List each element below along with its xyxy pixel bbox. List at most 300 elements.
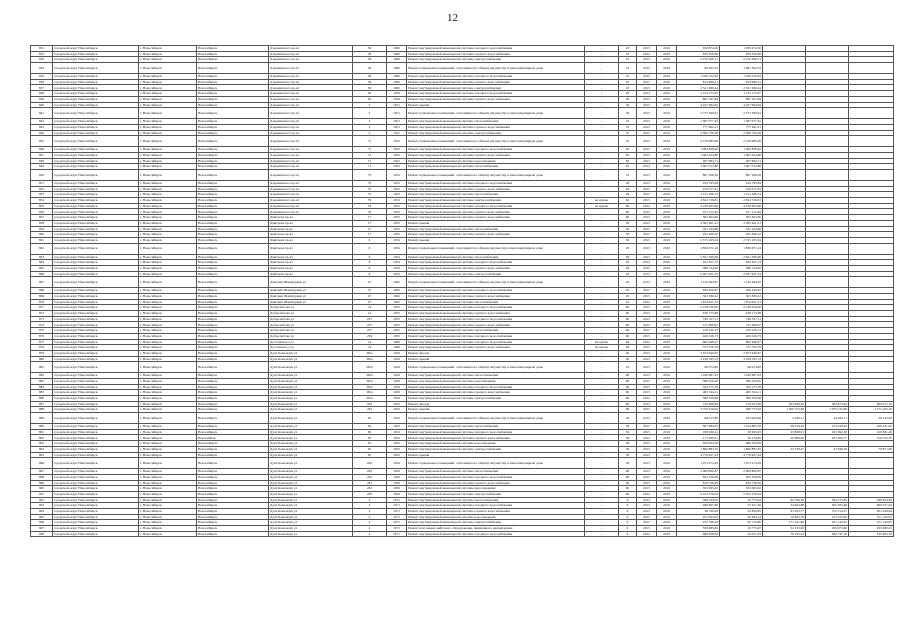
settlement-cell: Новосибирск	[197, 526, 269, 532]
district-cell: городской округ Новосибирск	[53, 51, 139, 57]
cost-owners-cell: 609 527,04	[849, 503, 894, 509]
row-number: 908	[31, 531, 53, 537]
table-body	[31, 46, 894, 537]
work-type-cell: Ремонт внутридомовой инженерной системы горячего водоснабжения	[407, 209, 585, 215]
year-start-cell: 2015	[637, 220, 657, 226]
cost-owners-cell	[849, 170, 894, 181]
cost-total-cell: 589 359,68	[677, 396, 720, 402]
house-cell: 263	[353, 486, 387, 492]
cost-total-cell: 1 814 921,31	[677, 299, 720, 305]
table-row	[31, 413, 894, 424]
street-cell: Дзержинского пр-кт	[269, 158, 353, 164]
district-cell: городской округ Новосибирск	[53, 232, 139, 238]
year-start-cell: 2015	[637, 452, 657, 458]
quantity-cell: 16	[619, 63, 637, 74]
works-table	[30, 45, 894, 537]
locality-cell: г. Новосибирск	[139, 356, 197, 362]
cost-fund-cell: 1 800 883,35	[720, 446, 763, 452]
work-type-cell: Ремонт внутридомовой инженерной системы водоотведения	[407, 158, 585, 164]
year-cell: 1952	[387, 158, 407, 164]
year-cell: 1954	[387, 271, 407, 277]
cost-total-cell: 732 698,83	[677, 401, 720, 407]
settlement-cell: Новосибирск	[197, 531, 269, 537]
quantity-cell: 30	[619, 96, 637, 102]
locality-cell: г. Новосибирск	[139, 491, 197, 497]
locality-cell: г. Новосибирск	[139, 265, 197, 271]
year-start-cell: 2015	[637, 509, 657, 515]
year-end-cell: 2016	[657, 254, 677, 260]
cost-owners-cell: 79 871,06	[849, 446, 894, 452]
year-cell: 1952	[387, 203, 407, 209]
street-cell: Дмитрова пр-кт	[269, 220, 353, 226]
year-end-cell: 2016	[657, 136, 677, 147]
year-cell: 1929	[387, 390, 407, 396]
cost-total-cell: 2 824 726,81	[677, 198, 720, 204]
year-cell: 1955	[387, 305, 407, 311]
cost-fund-cell: 505 604,60	[720, 215, 763, 221]
street-cell: Дуси Ковальчук ул	[269, 446, 353, 452]
year-start-cell: 2015	[637, 181, 657, 187]
year-start-cell: 2015	[637, 192, 657, 198]
year-cell: 1956	[387, 469, 407, 475]
quantity-cell: 9	[619, 526, 637, 532]
work-type-cell: Ремонт внутридомовой инженерной системы холодного водоснабжения	[407, 384, 585, 390]
year-end-cell: 2016	[657, 491, 677, 497]
district-cell: городской округ Новосибирск	[53, 203, 139, 209]
work-type-cell: Ремонт внутридомовой инженерной системы водоотведения	[407, 441, 585, 447]
year-end-cell: 2016	[657, 170, 677, 181]
work-type-cell: Ремонт внутридомовой инженерной системы горячего водоснабжения	[407, 294, 585, 300]
locality-cell: г. Новосибирск	[139, 452, 197, 458]
cost-fund-cell: 2 521 690,44	[720, 85, 763, 91]
quantity-cell: 60	[619, 322, 637, 328]
quantity-cell: 45	[619, 79, 637, 85]
unit-cell: -	[585, 271, 619, 277]
row-number: 840	[31, 102, 53, 108]
unit-cell: -	[585, 316, 619, 322]
cost-fund-cell: 1 607 012,86	[720, 164, 763, 170]
cost-total-cell: 321 324,86	[677, 226, 720, 232]
cost-owners-cell	[849, 108, 894, 119]
row-number: 887	[31, 401, 53, 407]
cost-municipal-cell: 1 970 125,69	[806, 407, 849, 413]
work-type-cell: Ремонт внутридомовой инженерной системы холодного водоснабжения	[407, 429, 585, 435]
year-end-cell: 2016	[657, 333, 677, 339]
house-cell: 17	[353, 232, 387, 238]
unit-cell: -	[585, 333, 619, 339]
year-cell: 1956	[387, 491, 407, 497]
year-start-cell: 2015	[637, 124, 657, 130]
locality-cell: г. Новосибирск	[139, 429, 197, 435]
year-end-cell: 2016	[657, 96, 677, 102]
cost-total-cell: 468 667,60	[677, 503, 720, 509]
year-start-cell: 2015	[637, 136, 657, 147]
cost-total-cell: 476 577,61	[677, 186, 720, 192]
unit-cell: -	[585, 520, 619, 526]
year-end-cell: 2016	[657, 362, 677, 373]
cost-total-cell: 2 715 165,04	[677, 237, 720, 243]
district-cell: городской округ Новосибирск	[53, 108, 139, 119]
year-start-cell: 2015	[637, 333, 657, 339]
house-cell: 65	[353, 441, 387, 447]
house-cell: 36	[353, 46, 387, 52]
locality-cell: г. Новосибирск	[139, 237, 197, 243]
settlement-cell: Новосибирск	[197, 441, 269, 447]
work-type-cell: Ремонт крыши	[407, 237, 585, 243]
year-cell: 1956	[387, 458, 407, 469]
quantity-cell: 60	[619, 384, 637, 390]
house-cell: 6	[353, 254, 387, 260]
cost-fund-cell: 589 359,68	[720, 396, 763, 402]
year-end-cell: 2016	[657, 322, 677, 328]
street-cell: Дуси Ковальчук ул	[269, 526, 353, 532]
unit-cell: -	[585, 435, 619, 441]
cost-municipal-cell: 394 775,85	[806, 497, 849, 503]
unit-cell: -	[585, 429, 619, 435]
locality-cell: г. Новосибирск	[139, 226, 197, 232]
year-end-cell: 2016	[657, 215, 677, 221]
row-number: 858	[31, 220, 53, 226]
year-end-cell: 2016	[657, 311, 677, 317]
street-cell: Дзержинского пр-кт	[269, 79, 353, 85]
table-row	[31, 63, 894, 74]
locality-cell: г. Новосибирск	[139, 474, 197, 480]
cost-total-cell: 1 036 532,93	[677, 74, 720, 80]
year-end-cell: 2016	[657, 147, 677, 153]
work-type-cell: Ремонт внутридомовой инженерной системы теплоснабжения	[407, 469, 585, 475]
settlement-cell: Новосибирск	[197, 316, 269, 322]
year-end-cell: 2016	[657, 232, 677, 238]
district-cell: городской округ Новосибирск	[53, 57, 139, 63]
year-cell: 1955	[387, 226, 407, 232]
unit-cell: не нужно	[585, 339, 619, 345]
locality-cell: г. Новосибирск	[139, 130, 197, 136]
work-type-cell: Ремонт внутридомовой инженерной системы горячего водоснабжения	[407, 311, 585, 317]
year-cell: 1951	[387, 130, 407, 136]
quantity-cell: 60	[619, 378, 637, 384]
table-row	[31, 277, 894, 288]
row-number: 870	[31, 299, 53, 305]
street-cell: Дуси Ковальчук ул	[269, 469, 353, 475]
settlement-cell: Новосибирск	[197, 401, 269, 407]
unit-cell: -	[585, 46, 619, 52]
house-cell: 381a	[353, 378, 387, 384]
quantity-cell: 9	[619, 531, 637, 537]
year-start-cell: 2015	[637, 170, 657, 181]
row-number: 855	[31, 203, 53, 209]
house-cell: 71	[353, 136, 387, 147]
district-cell: городской округ Новосибирск	[53, 243, 139, 254]
district-cell: городской округ Новосибирск	[53, 288, 139, 294]
work-type-cell: Ремонт подвальных помещений, относящихся к общему имуществу в многоквартирном доме	[407, 277, 585, 288]
street-cell: Дмитрия Шамшурина ул	[269, 277, 353, 288]
cost-owners-cell: 255 980,23	[849, 526, 894, 532]
row-number: 832	[31, 51, 53, 57]
row-number: 845	[31, 136, 53, 147]
street-cell: Дзержинского пр-кт	[269, 147, 353, 153]
district-cell: городской округ Новосибирск	[53, 158, 139, 164]
district-cell: городской округ Новосибирск	[53, 350, 139, 356]
unit-cell: -	[585, 458, 619, 469]
quantity-cell: 30	[619, 226, 637, 232]
work-type-cell: Ремонт подвальных помещений, относящихся к общему имуществу в многоквартирном доме	[407, 362, 585, 373]
unit-cell: -	[585, 469, 619, 475]
row-number: 876	[31, 333, 53, 339]
unit-cell: -	[585, 57, 619, 63]
cost-fund-cell: 1 587 077,45	[720, 119, 763, 125]
street-cell: Дуси Ковальчук ул	[269, 373, 353, 379]
cost-fund-cell: 471 212,49	[720, 209, 763, 215]
row-number: 850	[31, 170, 53, 181]
settlement-cell: Новосибирск	[197, 119, 269, 125]
year-cell: 1929	[387, 362, 407, 373]
unit-cell: не нужно	[585, 198, 619, 204]
street-cell: Дмитрия Шамшурина ул	[269, 288, 353, 294]
year-start-cell: 2015	[637, 407, 657, 413]
cost-total-cell: 69 362,53	[677, 63, 720, 74]
cost-fund-cell: 30 063,03	[720, 429, 763, 435]
settlement-cell: Новосибирск	[197, 480, 269, 486]
quantity-cell: 60	[619, 203, 637, 209]
year-cell: 1952	[387, 452, 407, 458]
cost-total-cell: 816 738,29	[677, 480, 720, 486]
unit-cell: -	[585, 514, 619, 520]
settlement-cell: Новосибирск	[197, 520, 269, 526]
locality-cell: г. Новосибирск	[139, 79, 197, 85]
row-number: 873	[31, 316, 53, 322]
row-number: 895	[31, 452, 53, 458]
cost-fund-cell: 1 814 921,31	[720, 299, 763, 305]
work-type-cell: Ремонт внутридомовой инженерной системы холодного водоснабжения	[407, 305, 585, 311]
cost-region-cell: 1 500 753,08	[763, 407, 806, 413]
street-cell: Дуси Ковальчук ул	[269, 491, 353, 497]
row-number: 871	[31, 305, 53, 311]
unit-cell: -	[585, 503, 619, 509]
locality-cell: г. Новосибирск	[139, 362, 197, 373]
row-number: 841	[31, 108, 53, 119]
year-end-cell: 2016	[657, 198, 677, 204]
cost-region-cell: 52 233,06	[763, 526, 806, 532]
work-type-cell: Ремонт подвальных помещений, относящихся к общему имуществу в многоквартирном доме	[407, 108, 585, 119]
cost-total-cell: 353 093,02	[677, 486, 720, 492]
cost-fund-cell: 726 557,11	[720, 316, 763, 322]
row-number: 866	[31, 271, 53, 277]
year-end-cell: 2016	[657, 503, 677, 509]
street-cell: Дмитрия Шамшурина ул	[269, 299, 353, 305]
house-cell: 2	[353, 514, 387, 520]
cost-total-cell: 814 980,21	[677, 79, 720, 85]
district-cell: городской округ Новосибирск	[53, 311, 139, 317]
street-cell: Дуси Ковальчук ул	[269, 384, 353, 390]
cost-total-cell: 2 156 985,99	[677, 136, 720, 147]
settlement-cell: Новосибирск	[197, 486, 269, 492]
year-start-cell: 2015	[637, 339, 657, 345]
unit-cell: -	[585, 401, 619, 407]
locality-cell: г. Новосибирск	[139, 384, 197, 390]
street-cell: Дзержинского пр-кт	[269, 46, 353, 52]
year-start-cell: 2015	[637, 328, 657, 334]
quantity-cell: 29	[619, 243, 637, 254]
work-type-cell: Ремонт внутридомовой инженерной системы холодного водоснабжения	[407, 333, 585, 339]
settlement-cell: Новосибирск	[197, 226, 269, 232]
cost-total-cell: 3 018 595,13	[677, 356, 720, 362]
house-cell: 71	[353, 158, 387, 164]
quantity-cell: 39	[619, 237, 637, 243]
house-cell: 381a	[353, 396, 387, 402]
district-cell: городской округ Новосибирск	[53, 469, 139, 475]
year-start-cell: 2015	[637, 503, 657, 509]
unit-cell: -	[585, 215, 619, 221]
locality-cell: г. Новосибирск	[139, 531, 197, 537]
street-cell: Добролюбова ул	[269, 316, 353, 322]
year-cell: 1971	[387, 509, 407, 515]
year-cell: 1966	[387, 345, 407, 351]
locality-cell: г. Новосибирск	[139, 480, 197, 486]
unit-cell: -	[585, 356, 619, 362]
cost-owners-cell: 590 844,84	[849, 497, 894, 503]
year-cell: 1960	[387, 46, 407, 52]
year-end-cell: 2016	[657, 130, 677, 136]
locality-cell: г. Новосибирск	[139, 435, 197, 441]
cost-fund-cell: 692 498,47	[720, 339, 763, 345]
work-type-cell: Ремонт крыши	[407, 407, 585, 413]
cost-fund-cell: 57 611,36	[720, 503, 763, 509]
cost-total-cell: 650 874,20	[677, 46, 720, 52]
cost-fund-cell: 70 775,04	[720, 497, 763, 503]
unit-cell: -	[585, 192, 619, 198]
row-number: 904	[31, 509, 53, 515]
settlement-cell: Новосибирск	[197, 413, 269, 424]
house-cell: 6	[353, 237, 387, 243]
cost-total-cell: 1 120 284,67	[677, 277, 720, 288]
year-cell: 1929	[387, 350, 407, 356]
settlement-cell: Новосибирск	[197, 63, 269, 74]
cost-total-cell: 696 658,04	[677, 531, 720, 537]
work-type-cell: Ремонт внутридомовой инженерной системы теплоснабжения	[407, 424, 585, 430]
year-start-cell: 2015	[637, 311, 657, 317]
unit-cell: -	[585, 390, 619, 396]
house-cell: 14	[353, 345, 387, 351]
district-cell: городской округ Новосибирск	[53, 136, 139, 147]
unit-cell: -	[585, 452, 619, 458]
settlement-cell: Новосибирск	[197, 215, 269, 221]
locality-cell: г. Новосибирск	[139, 46, 197, 52]
settlement-cell: Новосибирск	[197, 299, 269, 305]
cost-total-cell: 1 092 838,62	[677, 147, 720, 153]
locality-cell: г. Новосибирск	[139, 520, 197, 526]
cost-fund-cell: 26 119,85	[720, 435, 763, 441]
year-start-cell: 2015	[637, 209, 657, 215]
row-number: 898	[31, 474, 53, 480]
year-cell: 1952	[387, 424, 407, 430]
row-number: 893	[31, 441, 53, 447]
year-end-cell: 2016	[657, 271, 677, 277]
cost-fund-cell: 63 710,60	[720, 520, 763, 526]
house-cell: 381a	[353, 384, 387, 390]
quantity-cell: 29	[619, 271, 637, 277]
settlement-cell: Новосибирск	[197, 362, 269, 373]
house-cell: 36	[353, 57, 387, 63]
year-end-cell: 2016	[657, 46, 677, 52]
locality-cell: г. Новосибирск	[139, 401, 197, 407]
cost-fund-cell: 426 526,73	[720, 333, 763, 339]
year-start-cell: 2015	[637, 469, 657, 475]
house-cell: 36	[353, 51, 387, 57]
cost-region-cell: 171 241,66	[763, 520, 806, 526]
table-row	[31, 531, 894, 537]
district-cell: городской округ Новосибирск	[53, 299, 139, 305]
district-cell: городской округ Новосибирск	[53, 119, 139, 125]
cost-fund-cell: 1 092 838,62	[720, 147, 763, 153]
work-type-cell: Ремонт подвальных помещений, относящихся к общему имуществу в многоквартирном доме	[407, 170, 585, 181]
locality-cell: г. Новосибирск	[139, 260, 197, 266]
house-cell: 2	[353, 130, 387, 136]
year-end-cell: 2016	[657, 57, 677, 63]
district-cell: городской округ Новосибирск	[53, 413, 139, 424]
quantity-cell: 39	[619, 441, 637, 447]
cost-region-cell: 34 994,88	[763, 503, 806, 509]
street-cell: Дуси Ковальчук ул	[269, 390, 353, 396]
house-cell: 6	[353, 260, 387, 266]
quantity-cell: 40	[619, 356, 637, 362]
year-end-cell: 2016	[657, 108, 677, 119]
house-cell: 17	[353, 215, 387, 221]
district-cell: городской округ Новосибирск	[53, 322, 139, 328]
cost-total-cell: 455 499,22	[677, 232, 720, 238]
cost-total-cell: 777 662,21	[677, 124, 720, 130]
cost-fund-cell: 2 673 640,67	[720, 350, 763, 356]
cost-owners-cell: 669 673,10	[849, 401, 894, 407]
year-end-cell: 2016	[657, 458, 677, 469]
row-number: 864	[31, 260, 53, 266]
cost-total-cell: 66 074,82	[677, 362, 720, 373]
table-row	[31, 458, 894, 469]
cost-region-cell	[763, 63, 806, 74]
cost-fund-cell: 455 499,22	[720, 232, 763, 238]
unit-cell: -	[585, 373, 619, 379]
cost-total-cell: 471 212,49	[677, 209, 720, 215]
year-end-cell: 2016	[657, 424, 677, 430]
work-type-cell: Ремонт внутридомовой инженерной системы холодного водоснабжения	[407, 339, 585, 345]
house-cell: 6	[353, 265, 387, 271]
row-number: 885	[31, 390, 53, 396]
work-type-cell: Ремонт внутридомовой инженерной системы холодного водоснабжения	[407, 91, 585, 97]
year-start-cell: 2015	[637, 46, 657, 52]
row-number: 894	[31, 446, 53, 452]
quantity-cell: 60	[619, 480, 637, 486]
cost-region-cell	[763, 277, 806, 288]
year-end-cell: 2016	[657, 413, 677, 424]
quantity-cell: 60	[619, 316, 637, 322]
year-start-cell: 2015	[637, 497, 657, 503]
house-cell: 263	[353, 407, 387, 413]
settlement-cell: Новосибирск	[197, 311, 269, 317]
locality-cell: г. Новосибирск	[139, 413, 197, 424]
cost-total-cell: 692 498,47	[677, 339, 720, 345]
year-start-cell: 2015	[637, 288, 657, 294]
locality-cell: г. Новосибирск	[139, 446, 197, 452]
year-cell: 1951	[387, 108, 407, 119]
district-cell: городской округ Новосибирск	[53, 260, 139, 266]
settlement-cell: Новосибирск	[197, 509, 269, 515]
year-start-cell: 2015	[637, 152, 657, 158]
cost-total-cell: 472 796,29	[677, 520, 720, 526]
works-table-container	[30, 45, 893, 537]
settlement-cell: Новосибирск	[197, 429, 269, 435]
year-end-cell: 2016	[657, 102, 677, 108]
district-cell: городской округ Новосибирск	[53, 226, 139, 232]
quantity-cell: 65	[619, 152, 637, 158]
